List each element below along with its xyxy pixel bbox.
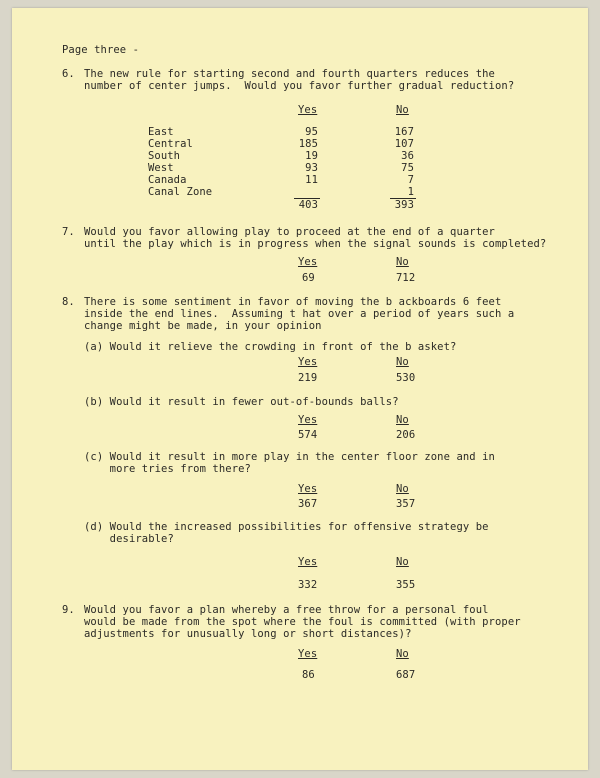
q6-region: East — [148, 126, 174, 138]
q8c-yes-header: Yes — [298, 483, 318, 495]
q8c-no-header: No — [396, 483, 409, 495]
q8d-text-line2: desirable? — [84, 533, 174, 545]
q6-no-value: 7 — [407, 174, 414, 186]
page-header: Page three - — [62, 44, 140, 56]
q6-no-value: 167 — [394, 126, 414, 138]
q8-number: 8. — [62, 296, 75, 308]
q9-no-value: 687 — [396, 669, 416, 681]
q9-yes-value: 86 — [302, 669, 315, 681]
q9-no-header: No — [396, 648, 409, 660]
q8a-yes-header: Yes — [298, 356, 318, 368]
q6-region: Canada — [148, 174, 187, 186]
q8b-no-header: No — [396, 414, 409, 426]
q8-text-line1: There is some sentiment in favor of moving the b ackboards 6 feet — [84, 296, 502, 308]
q6-region: West — [148, 162, 174, 174]
q6-yes-value: 11 — [305, 174, 318, 186]
q8c-text-line2: more tries from there? — [84, 463, 251, 475]
q8b-text: (b) Would it result in fewer out-of-bounds balls? — [84, 396, 399, 408]
q8b-yes-value: 574 — [298, 429, 318, 441]
q8-text-line2: inside the end lines. Assuming t hat over a period of years such a — [84, 308, 515, 320]
q8d-text-line1: (d) Would the increased possibilities for offensive strategy be — [84, 521, 489, 533]
q9-text-line3: adjustments for unusually long or short distances)? — [84, 628, 412, 640]
q8d-no-value: 355 — [396, 579, 416, 591]
q9-text-line2: would be made from the spot where the foul is committed (with proper — [84, 616, 521, 628]
q7-text-line1: Would you favor allowing play to proceed at the end of a quarter — [84, 226, 495, 238]
q6-region: Canal Zone — [148, 186, 213, 198]
q7-text-line2: until the play which is in progress when the signal sounds is completed? — [84, 238, 547, 250]
q8-text-line3: change might be made, in your opinion — [84, 320, 322, 332]
q6-yes-value: 95 — [305, 126, 318, 138]
q8c-yes-value: 367 — [298, 498, 318, 510]
q6-no-value: 75 — [401, 162, 414, 174]
q8d-no-header: No — [396, 556, 409, 568]
q6-region: South — [148, 150, 181, 162]
q6-yes-value: 93 — [305, 162, 318, 174]
q6-yes-header: Yes — [298, 104, 318, 116]
q6-no-total: 393 — [394, 199, 414, 211]
q8d-yes-value: 332 — [298, 579, 318, 591]
q8b-no-value: 206 — [396, 429, 416, 441]
q9-text-line1: Would you favor a plan whereby a free throw for a personal foul — [84, 604, 489, 616]
q7-number: 7. — [62, 226, 75, 238]
q8c-text-line1: (c) Would it result in more play in the center floor zone and in — [84, 451, 495, 463]
q6-number: 6. — [62, 68, 75, 80]
q6-yes-value: 185 — [298, 138, 318, 150]
q6-yes-total: 403 — [298, 199, 318, 211]
q6-text-line1: The new rule for starting second and fourth quarters reduces the — [84, 68, 495, 80]
q8c-no-value: 357 — [396, 498, 416, 510]
q6-no-value: 1 — [407, 186, 414, 198]
q6-no-header: No — [396, 104, 409, 116]
q6-yes-value: 19 — [305, 150, 318, 162]
q6-no-value: 107 — [394, 138, 414, 150]
q8a-text: (a) Would it relieve the crowding in front of the b asket? — [84, 341, 457, 353]
q6-region: Central — [148, 138, 193, 150]
q7-yes-header: Yes — [298, 256, 318, 268]
q8d-yes-header: Yes — [298, 556, 318, 568]
q7-no-value: 712 — [396, 272, 416, 284]
q8a-no-header: No — [396, 356, 409, 368]
q9-yes-header: Yes — [298, 648, 318, 660]
q7-yes-value: 69 — [302, 272, 315, 284]
q9-number: 9. — [62, 604, 75, 616]
q6-text-line2: number of center jumps. Would you favor further gradual reduction? — [84, 80, 515, 92]
document-page — [12, 8, 588, 770]
q7-no-header: No — [396, 256, 409, 268]
q8a-yes-value: 219 — [298, 372, 318, 384]
q6-no-value: 36 — [401, 150, 414, 162]
q8a-no-value: 530 — [396, 372, 416, 384]
q8b-yes-header: Yes — [298, 414, 318, 426]
